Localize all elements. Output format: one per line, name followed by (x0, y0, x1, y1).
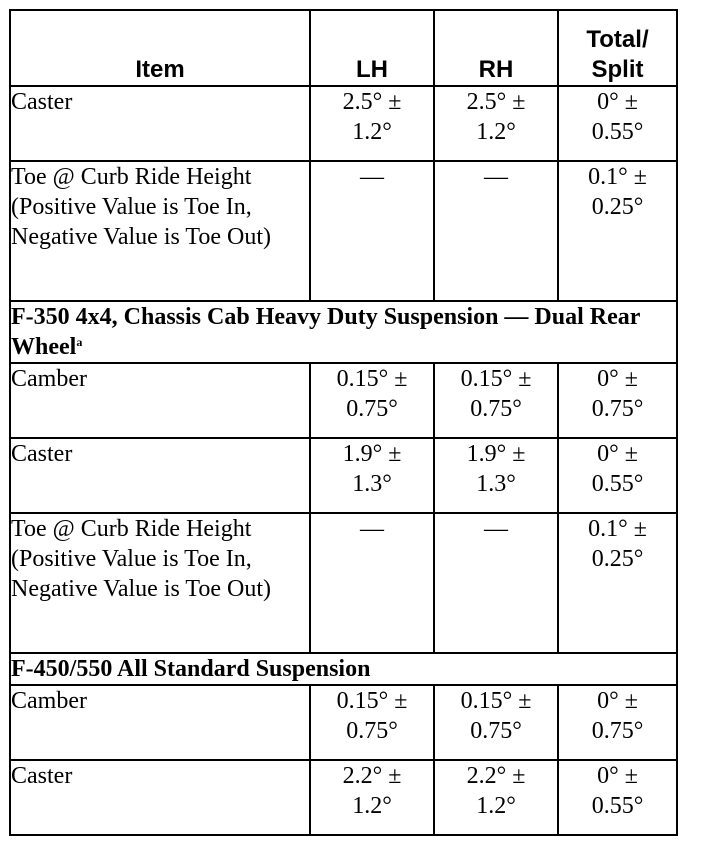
header-total-line2: Split (591, 56, 644, 83)
section-title (10, 301, 677, 363)
lh-cell (310, 513, 434, 653)
total-cell (558, 685, 677, 760)
section-title-text: F-450/550 All Standard Suspension (11, 656, 371, 682)
rh-value-line: 0.15° ± (460, 688, 532, 714)
lh-value-line: 2.5° ± (342, 89, 402, 115)
lh-value-line: 0.15° ± (336, 366, 408, 392)
total-cell (558, 86, 677, 161)
total-cell (558, 161, 677, 301)
lh-cell (310, 86, 434, 161)
lh-value-line: 0.75° (346, 718, 398, 744)
table-row (10, 513, 677, 653)
rh-value-line: 0.75° (470, 396, 522, 422)
lh-cell (310, 760, 434, 835)
item-cell: Caster (10, 86, 310, 161)
rh-value-line: 1.2° (476, 119, 516, 145)
lh-value-line: 2.2° ± (342, 763, 402, 789)
header-rh: RH (434, 10, 558, 86)
lh-value-line: 1.2° (352, 119, 392, 145)
lh-cell (310, 161, 434, 301)
table-row (10, 760, 677, 835)
footnote-marker: a (76, 335, 83, 349)
rh-value-line: 0.75° (470, 718, 522, 744)
table-row (10, 363, 677, 438)
total-value-line: 0.55° (591, 471, 644, 497)
total-value-line: 0° ± (597, 763, 638, 789)
rh-value-line: — (484, 516, 508, 542)
rh-cell (434, 685, 558, 760)
lh-value-line: 1.3° (352, 471, 392, 497)
section-row (10, 301, 677, 363)
rh-value-line: 2.2° ± (466, 763, 526, 789)
lh-value-line: 1.9° ± (342, 441, 402, 467)
lh-value-line: — (360, 516, 384, 542)
total-value-line: 0.75° (591, 396, 644, 422)
lh-cell (310, 685, 434, 760)
table-body (10, 86, 677, 835)
total-cell (558, 513, 677, 653)
rh-cell (434, 363, 558, 438)
lh-value-line: 0.75° (346, 396, 398, 422)
item-cell: Toe @ Curb Ride Height (Positive Value is Toe In, Negative Value is Toe Out) (10, 513, 310, 653)
total-value-line: 0.1° ± (588, 164, 647, 190)
header-lh: LH (310, 10, 434, 86)
total-value-line: 0.1° ± (588, 516, 647, 542)
item-cell: Toe @ Curb Ride Height (Positive Value is Toe In, Negative Value is Toe Out) (10, 161, 310, 301)
total-value-line: 0° ± (597, 441, 638, 467)
rh-value-line: 1.9° ± (466, 441, 526, 467)
header-row (10, 10, 677, 86)
total-value-line: 0.75° (591, 718, 644, 744)
rh-cell (434, 86, 558, 161)
rh-cell (434, 513, 558, 653)
lh-cell (310, 363, 434, 438)
total-value-line: 0° ± (597, 688, 638, 714)
rh-value-line: 2.5° ± (466, 89, 526, 115)
total-value-line: 0.25° (591, 546, 644, 572)
rh-value-line: 0.15° ± (460, 366, 532, 392)
total-cell (558, 438, 677, 513)
rh-cell (434, 161, 558, 301)
table-row (10, 161, 677, 301)
total-value-line: 0° ± (597, 366, 638, 392)
rh-value-line: 1.3° (476, 471, 516, 497)
header-item: Item (10, 10, 310, 86)
lh-cell (310, 438, 434, 513)
lh-value-line: 1.2° (352, 793, 392, 819)
total-value-line: 0.25° (591, 194, 644, 220)
total-value-line: 0.55° (591, 793, 644, 819)
lh-value-line: — (360, 164, 384, 190)
table-row (10, 86, 677, 161)
total-cell (558, 760, 677, 835)
rh-cell (434, 438, 558, 513)
lh-value-line: 0.15° ± (336, 688, 408, 714)
section-title (10, 653, 677, 685)
total-value-line: 0° ± (597, 89, 638, 115)
header-total-line1: Total/ (586, 26, 649, 53)
rh-cell (434, 760, 558, 835)
item-cell: Camber (10, 363, 310, 438)
table-row (10, 685, 677, 760)
table-row (10, 438, 677, 513)
item-cell: Caster (10, 760, 310, 835)
alignment-spec-table (9, 9, 678, 836)
total-cell (558, 363, 677, 438)
header-total-split (558, 10, 677, 86)
rh-value-line: 1.2° (476, 793, 516, 819)
section-title-text: F-350 4x4, Chassis Cab Heavy Duty Suspension — Dual Rear Wheel (11, 304, 640, 360)
item-cell: Camber (10, 685, 310, 760)
section-row (10, 653, 677, 685)
item-cell: Caster (10, 438, 310, 513)
rh-value-line: — (484, 164, 508, 190)
total-value-line: 0.55° (591, 119, 644, 145)
